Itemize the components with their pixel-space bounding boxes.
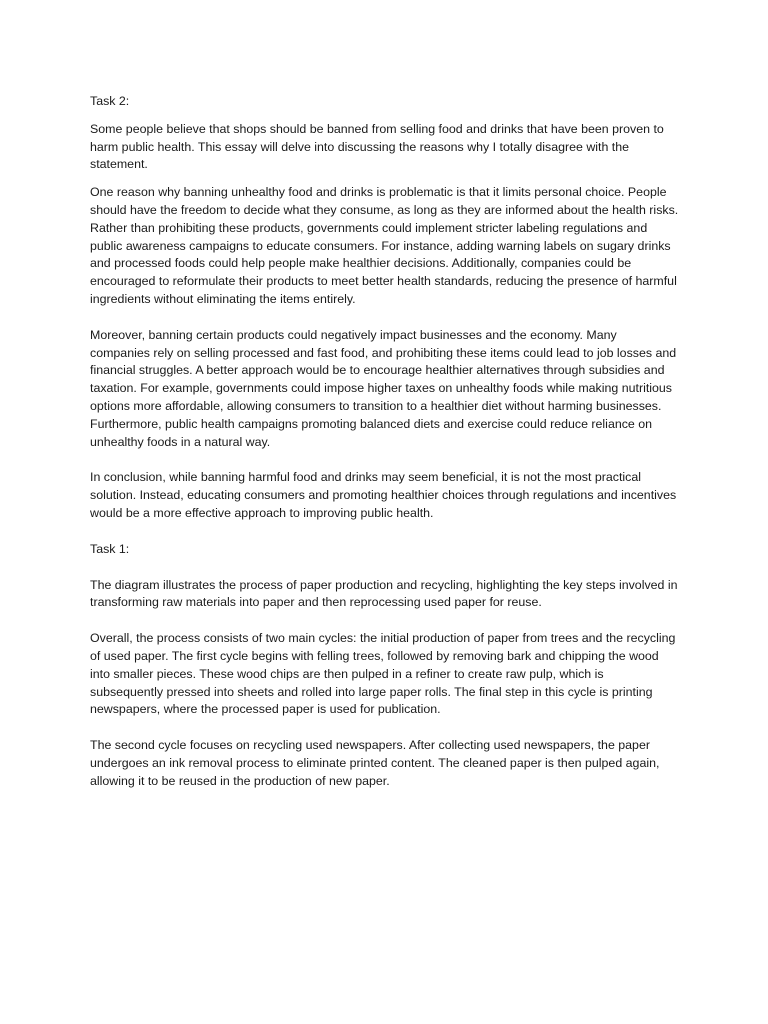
- task1-heading: Task 1:: [90, 541, 130, 556]
- task2-body-paragraph-1: One reason why banning unhealthy food and drinks is problematic is that it limits personal choice. People should have the freedom to decide what they consume, as long as they are informed about the health risks. Rather than prohibiting these products, governments could implement stricter labeling regulations and public awareness campaigns to educate consumers. For instance, adding warning labels on sugary drinks and processed foods could help people make healthier decisions. Additionally, companies could be encouraged to reformulate their products to meet better health standards, reducing the presence of harmful ingredients without eliminating the items entirely.: [90, 185, 679, 306]
- task1-overview: Overall, the process consists of two main cycles: the initial production of paper from trees and the recycling of used paper. The first cycle begins with felling trees, followed by removing bark and chipping the wood into smaller pieces. These wood chips are then pulped in a refiner to create raw pulp, which is subsequently pressed into sheets and rolled into large paper rolls. The final step in this cycle is printing newspapers, where the processed paper is used for publication.: [90, 631, 676, 717]
- task2-conclusion: In conclusion, while banning harmful food and drinks may seem beneficial, it is not the most practical solution. Instead, educating consumers and promoting healthier choices through regulations and incentives would be a more effective approach to improving public health.: [90, 470, 677, 520]
- document-body: [90, 93, 680, 791]
- task1-second-cycle: The second cycle focuses on recycling used newspapers. After collecting used newspapers, the paper undergoes an ink removal process to eliminate printed content. The cleaned paper is then pulped again, allowing it to be reused in the production of new paper.: [90, 738, 660, 788]
- task2-body-paragraph-2: Moreover, banning certain products could negatively impact businesses and the economy. Many companies rely on selling processed and fast food, and prohibiting these items could lead to job losses and financial struggles. A better approach would be to encourage healthier alternatives through subsidies and taxation. For example, governments could impose higher taxes on unhealthy foods while making nutritious options more affordable, allowing consumers to transition to a healthier diet without harming businesses. Furthermore, public health campaigns promoting balanced diets and exercise could reduce reliance on unhealthy foods in a natural way.: [90, 327, 677, 449]
- task2-introduction: Some people believe that shops should be banned from selling food and drinks that have been proven to harm public health. This essay will delve into discussing the reasons why I totally disagree with the statement.: [90, 121, 664, 172]
- task2-heading: Task 2:: [90, 94, 130, 108]
- task1-introduction: The diagram illustrates the process of paper production and recycling, highlighting the key steps involved in transforming raw materials into paper and then reprocessing used paper for reuse.: [90, 577, 678, 610]
